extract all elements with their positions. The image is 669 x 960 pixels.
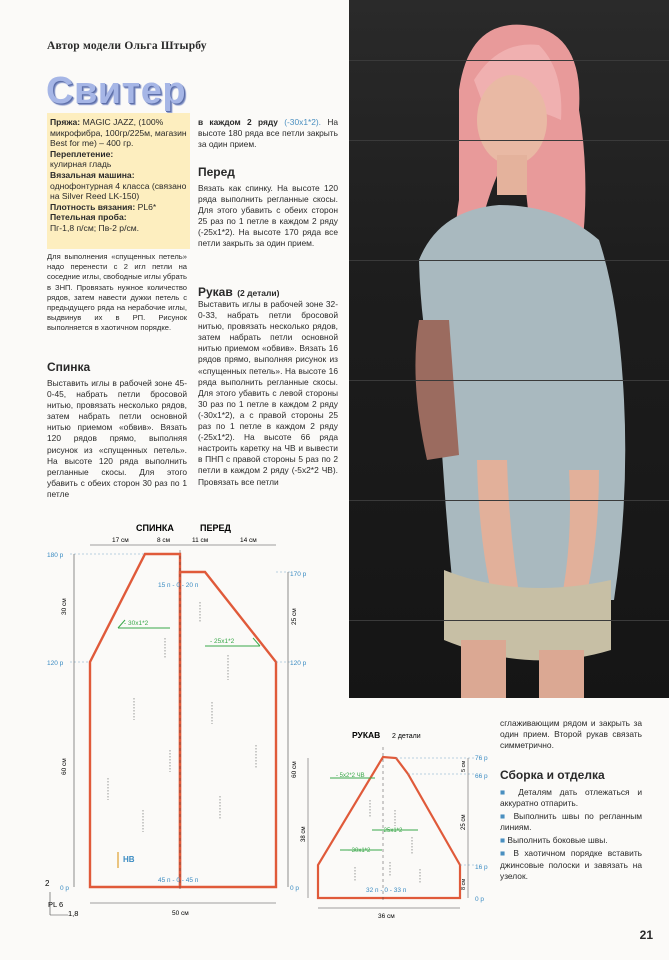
density-label: Плотность вязания: [50,201,136,212]
dim-60b: 60 см [291,761,298,778]
materials-box [47,113,190,249]
dim-25: 25 см [291,608,298,625]
dim-30: 30 см [61,598,68,615]
dim-8: 8 см [157,537,171,544]
assembly-item: ■ В хаотичном порядке вставить джинсовые полоски и завязать на узелок. [500,848,643,881]
finish-top-text: сглаживающим рядом и закрыть за один прием. Второй рукав связать симметрично. [500,718,642,751]
sleeve-row-76: 76 р [475,755,488,762]
label-sleeve: РУКАВ [352,730,381,740]
machine-label: Вязальная машина: [50,169,135,180]
sleeve-dim-5: 5 см [461,760,467,772]
weave-label: Переплетение: [50,148,114,159]
front-heading: Перед [198,165,235,179]
bottom-back-stitches: 45 п - 0 - 45 п [158,877,199,884]
back-decrease: - 30х1*2 [124,620,149,627]
sample-label: Петельная проба: [50,212,127,223]
back-continuation [198,117,338,150]
front-text: Вязать как спинку. На высоте 120 ряда выполнить регланные скосы. Для этого убавить с обеих сторон 25 раз по 1 петле в каждом 2 ряду (-25х1*2). На высоте 170 ряда все петли закрыть за один прием. [198,183,338,249]
assembly-item: ■ Выполнить боковые швы. [500,835,608,846]
sleeve-bottom-stitches: 32 п - 0 - 33 п [366,887,407,894]
back-heading: Спинка [47,360,91,374]
dim-60: 60 см [61,758,68,775]
hb-marker: НВ [123,855,135,864]
sleeve-heading: Рукав [198,285,233,299]
row-0-left: 0 р [60,885,70,892]
sample-value: Пг-1,8 п/см; Пв-2 р/см. [50,222,140,233]
sleeve-text: Выставить иглы в рабочей зоне 32-0-33, набрать петли бросовой нитью, провязать несколько рядов, затем набрать петли основной нитью приемом «обвив». Вязать 16 рядов прямо, выполняя рисунок из «спущенных петель». На высоте 16 ряда выполнить регланные скосы. Для этого убавить с левой стороны 30 раз по 1 петле в каждом 2 ряду (-30х1*2), а с правой стороны 25 раз по 1 петле в каждом 2 ряду (-25х1*2). На высоте 66 ряда настроить каретку на ЧВ и вывести в ПНП с правой стороны 5 раз по 2 петли в каждом 2 ряду (-5х2*2 ЧВ). Провязать все петли [198,299,338,487]
pl-2: 2 [45,879,50,888]
sleeve-dim-36: 36 см [378,913,395,920]
sleeve-row-0: 0 р [475,896,485,903]
yarn-label: Пряжа: [50,117,81,127]
back-cont-rest: На высоте 180 ряда все петли закрыть за один прием. [198,117,339,150]
sleeve-pattern-diagram [300,722,500,922]
pl-6: PL 6 [48,900,64,909]
weave-value: кулирная гладь [50,159,112,170]
dim-17: 17 см [112,537,129,544]
row-170: 170 р [290,571,307,578]
assembly-item: ■ Деталям дать отлежаться и аккуратно отпарить. [500,787,642,809]
note-text: Для выполнения «спущенных петель» надо перенести с 2 игл петли на соседние иглы, свободные иглы убрать в ЗНП. Провязать нужное количество рядов, затем навести дужки петель с предыдущего ряда на нерабочие иглы, выдвинув их в РП. Рисунок выполняется в хаотичном порядке. [47,252,187,333]
sleeve-decrease-3: - 30х1*2 [348,848,371,854]
sleeve-dim-8: 8 см [461,878,467,890]
dim-14: 14 см [240,537,257,544]
assembly-item: ■ Выполнить швы по регланным линиям. [500,811,643,833]
row-120-right: 120 р [290,660,307,667]
sleeve-row-16: 16 р [475,864,488,871]
back-text: Выставить иглы в рабочей зоне 45-0-45, набрать петли бросовой нитью, провязать несколько рядов, затем набрать петли основной нитью приемом «обвив». Вязать 120 рядов прямо, выполняя рисунок из «спущенных петель». На высоте 120 ряда выполнить регланные скосы. Для этого убавить с обеих сторон 30 раз по 1 петле [47,378,187,499]
label-sleeve-note: 2 детали [392,733,421,740]
sleeve-dim-25: 25 см [461,814,467,830]
density-value: PL6* [137,201,157,212]
sleeve-heading-note: (2 детали) [237,288,280,298]
sleeve-row-66: 66 р [475,773,488,780]
sleeve-dim-38: 38 см [301,826,307,842]
back-cont-bold: в каждом 2 ряду [198,117,278,127]
back-cont-formula: (-30х1*2). [284,117,322,127]
page-number: 21 [639,928,653,942]
dim-11: 11 см [192,537,209,544]
assembly-list [500,787,642,884]
assembly-heading: Сборка и отделка [500,768,605,782]
machine-value: однофонтурная 4 класса (связано на Silver Reed LK-150) [50,180,187,202]
sleeve-decrease-2: - 25х1*2 [380,828,403,834]
author-line: Автор модели Ольга Штырбу [47,40,207,52]
page-title: Свитер [46,70,187,112]
row-180: 180 р [47,552,64,559]
sleeve-decrease-1: - 5х2*2 ЧВ [336,773,365,779]
dim-50: 50 см [172,910,189,917]
front-decrease: - 25х1*2 [210,638,235,645]
label-back: СПИНКА [136,523,174,533]
row-0-right: 0 р [290,885,300,892]
pl-18: 1,8 [68,909,79,918]
top-back-stitches: 15 п - 0 - 20 п [158,582,199,589]
row-120-left: 120 р [47,660,64,667]
yarn-value: MAGIC JAZZ, (100% микрофибра, 100гр/225м, магазин Best for me) – 400 гр. [50,117,187,149]
label-front: ПЕРЕД [200,523,231,533]
